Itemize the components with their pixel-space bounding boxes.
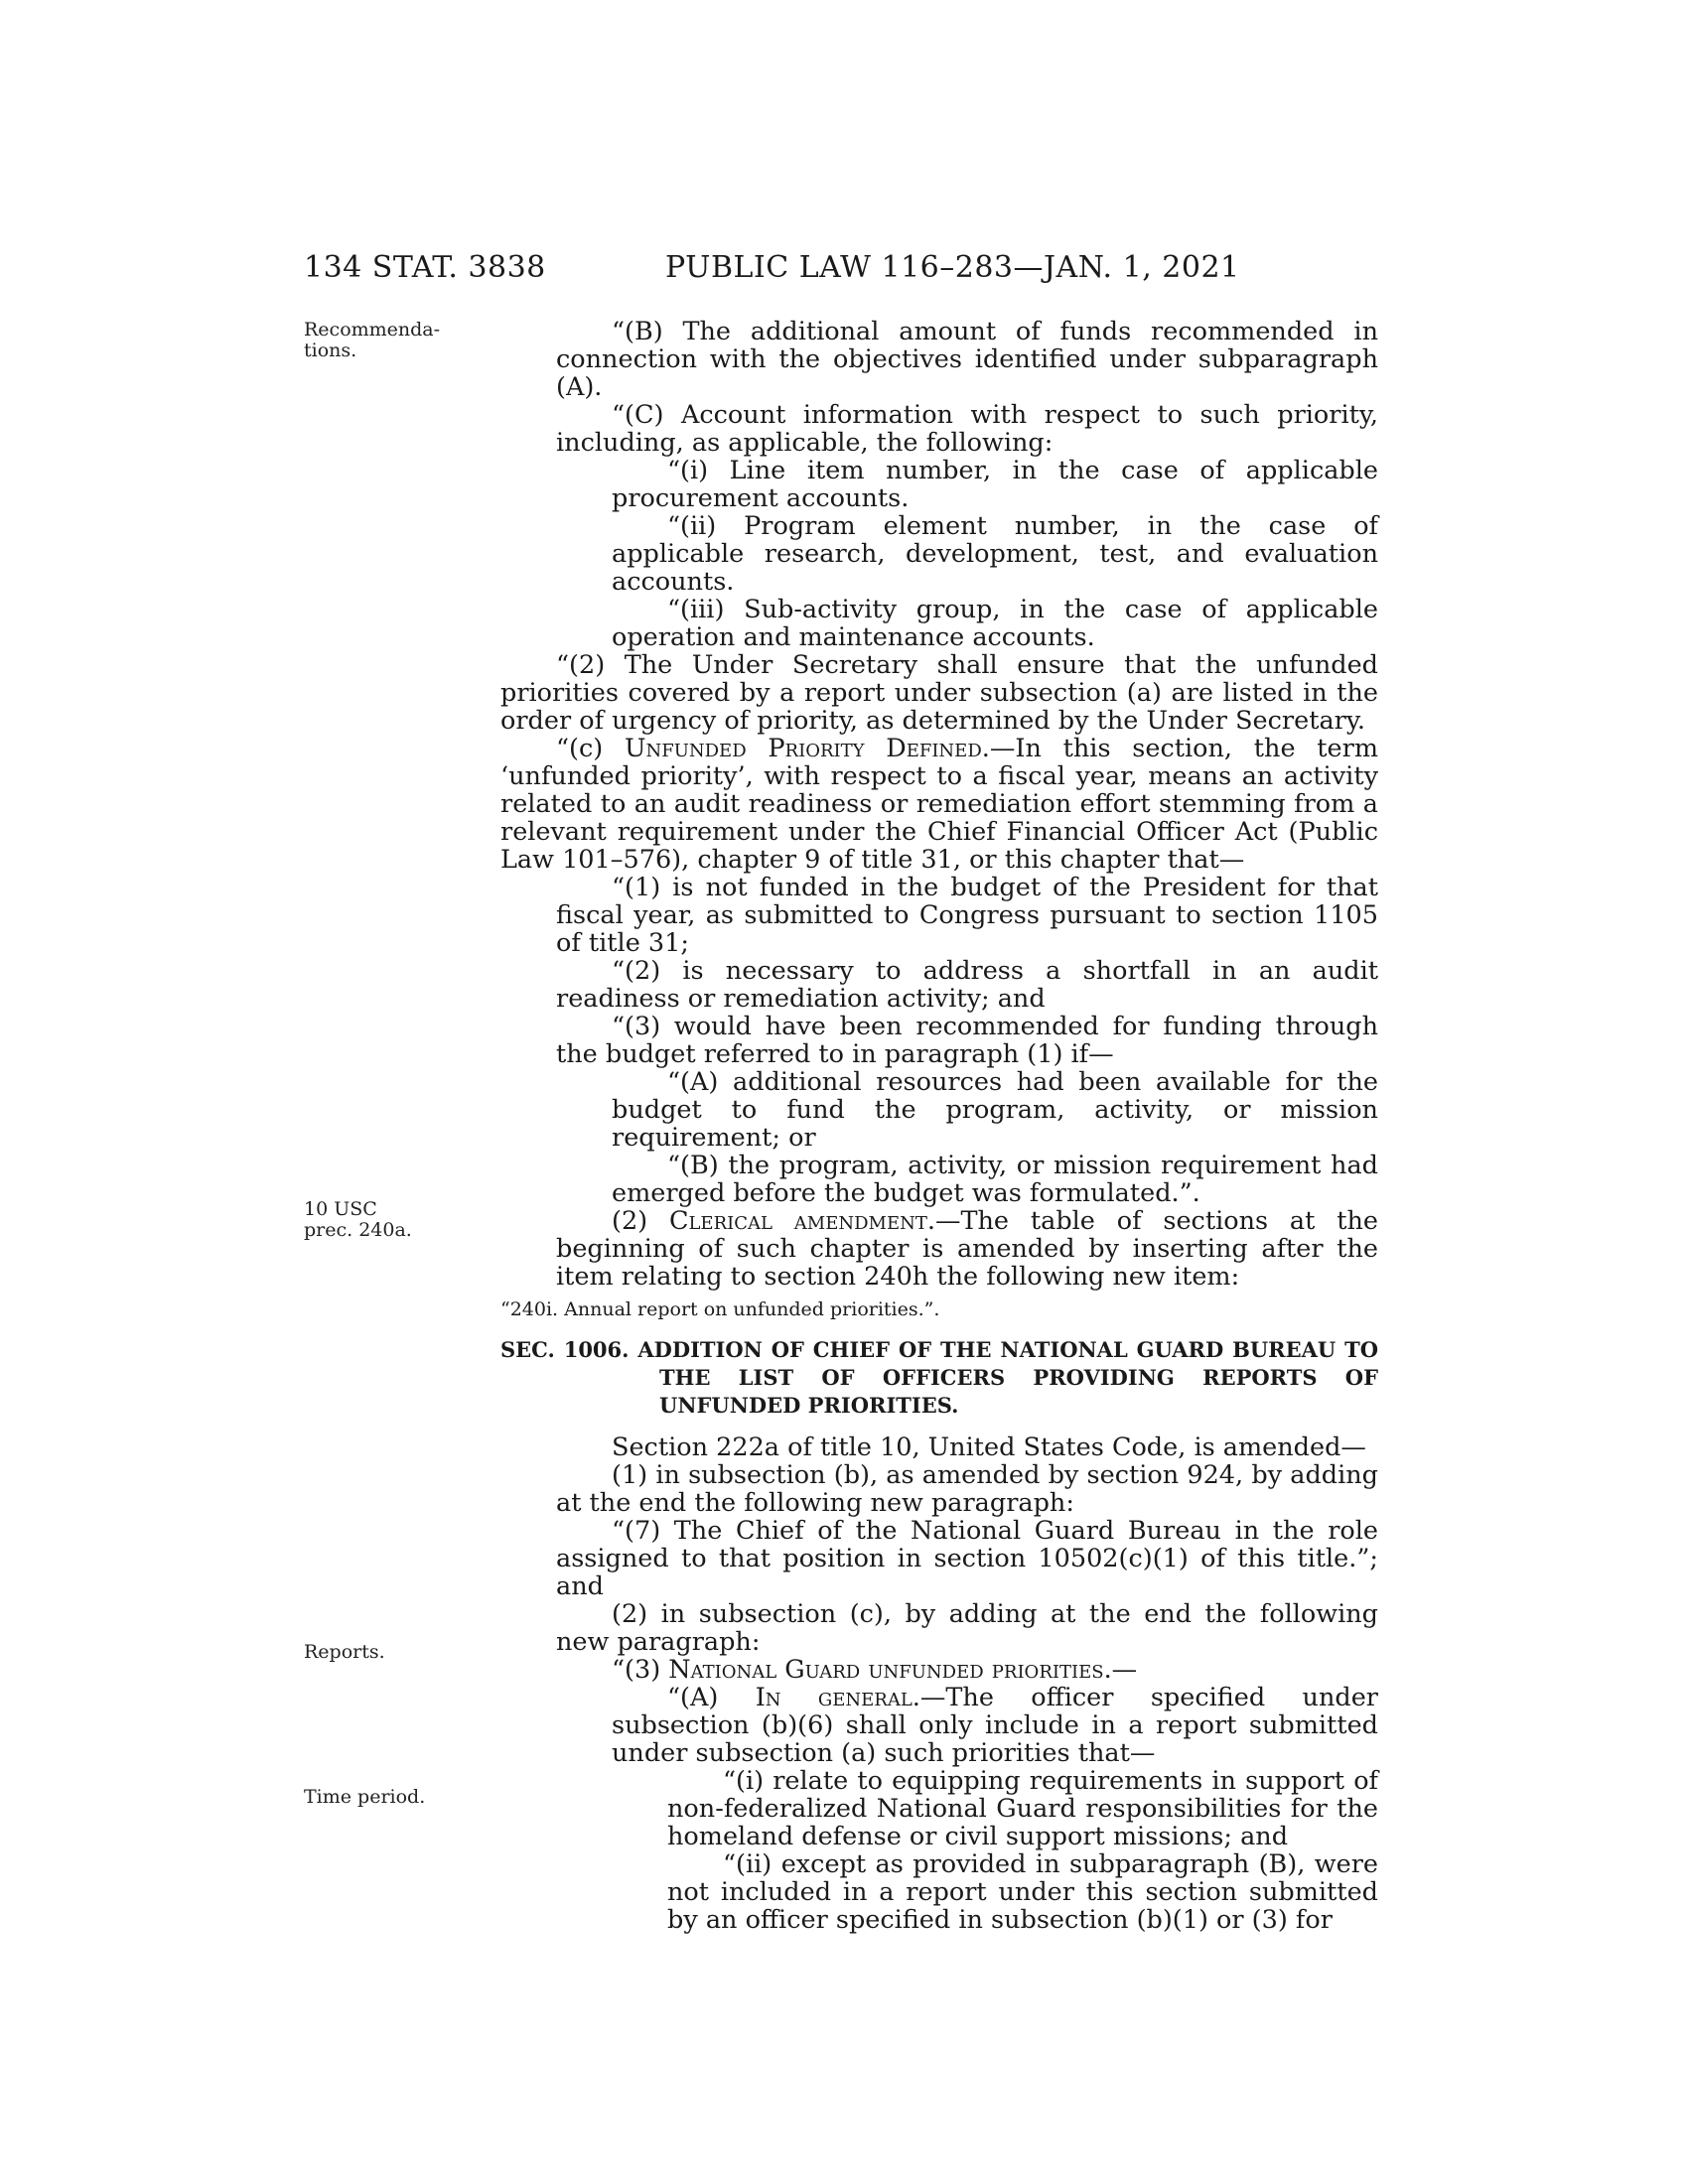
margin-note-usc: 10 USC prec. 240a. — [304, 1198, 412, 1241]
subsection-c-3-a: “(A) additional resources had been available for the budget to fund the program, activity, or mission requirement; or — [612, 1067, 1378, 1153]
statute-text — [500, 318, 1378, 1934]
ng-unfunded-priorities: “(3) National Guard unfunded priorities.— — [612, 1655, 1138, 1685]
ng-a-i: “(i) relate to equipping requirements in support of non-federalized National Guard responsibilities for the homeland defense or civil support missions; and — [667, 1766, 1378, 1851]
stat-page-number: 134 STAT. 3838 — [304, 250, 546, 285]
clause-c-ii: “(ii) Program element number, in the case of applicable research, development, test, and evaluation accounts. — [612, 511, 1378, 597]
margin-note-reports: Reports. — [304, 1641, 385, 1663]
page-header — [0, 250, 1688, 290]
subsection-c-3: “(3) would have been recommended for funding through the budget referred to in paragraph (1) if— — [556, 1012, 1378, 1069]
subsection-c: “(c) Unfunded Priority Defined.—In this section, the term ‘unfunded priority’, with respect to a fiscal year, means an activity related to an audit readiness or remediation effort stemming from a relevant requirement under the Chief Financial Officer Act (Public Law 101–576), chapter 9 of title 31, or this chapter that— — [500, 734, 1378, 875]
clerical-amendment-heading: Clerical amendment — [668, 1206, 927, 1236]
section-1006-intro: Section 222a of title 10, United States Code, is amended— — [612, 1433, 1366, 1462]
subsection-c-2: “(2) is necessary to address a shortfall in an audit readiness or remediation activity; and — [556, 956, 1378, 1014]
ng-a-in-general: “(A) In general.—The officer specified under subsection (b)(6) shall only include in a report submitted under subsection (a) such priorities that— — [612, 1683, 1378, 1768]
subsection-c-heading: Unfunded Priority Defined — [624, 734, 982, 763]
ng-a-ii: “(ii) except as provided in subparagraph (B), were not included in a report under this section submitted by an officer specified in subsection (b)(1) or (3) for — [667, 1849, 1378, 1935]
section-1006-2: (2) in subsection (c), by adding at the end the following new paragraph: — [556, 1599, 1378, 1657]
paragraph-c: “(C) Account information with respect to such priority, including, as applicable, the following: — [556, 400, 1378, 458]
table-of-sections-item: “240i. Annual report on unfunded priorities.”. — [500, 1298, 940, 1320]
paragraph-b: “(B) The additional amount of funds recommended in connection with the objectives identified under subparagraph (A). — [556, 317, 1378, 402]
running-head: PUBLIC LAW 116–283—JAN. 1, 2021 — [665, 250, 1240, 285]
clause-c-iii: “(iii) Sub-activity group, in the case of applicable operation and maintenance accounts. — [612, 595, 1378, 652]
clause-c-i: “(i) Line item number, in the case of applicable procurement accounts. — [612, 456, 1378, 513]
clerical-amendment: (2) Clerical amendment.—The table of sections at the beginning of such chapter is amended by inserting after the item relating to section 240h the following new item: — [556, 1206, 1378, 1292]
section-1006-1: (1) in subsection (b), as amended by section 924, by adding at the end the following new paragraph: — [556, 1460, 1378, 1518]
margin-note-recommendations: Recommenda- tions. — [304, 319, 441, 361]
subsection-c-3-b: “(B) the program, activity, or mission requirement had emerged before the budget was formulated.”. — [612, 1151, 1378, 1208]
paragraph-2: “(2) The Under Secretary shall ensure that the unfunded priorities covered by a report under subsection (a) are listed in the order of urgency of priority, as determined by the Under Secretary. — [500, 650, 1378, 736]
subsection-c-1: “(1) is not funded in the budget of the President for that fiscal year, as submitted to Congress pursuant to section 1105 of title 31; — [556, 873, 1378, 958]
ng-a-heading: In general — [755, 1683, 913, 1712]
section-1006-paragraph-7: “(7) The Chief of the National Guard Bureau in the role assigned to that position in section 10502(c)(1) of this title.”; and — [556, 1516, 1378, 1601]
ng-unfunded-priorities-heading: National Guard unfunded priorities — [668, 1655, 1104, 1685]
margin-note-time-period: Time period. — [304, 1786, 426, 1808]
section-1006-heading: SEC. 1006. ADDITION OF CHIEF OF THE NATIONAL GUARD BUREAU TO THE LIST OF OFFICERS PROVIDING REPORTS OF UNFUNDED PRIORITIES. — [500, 1337, 1378, 1418]
